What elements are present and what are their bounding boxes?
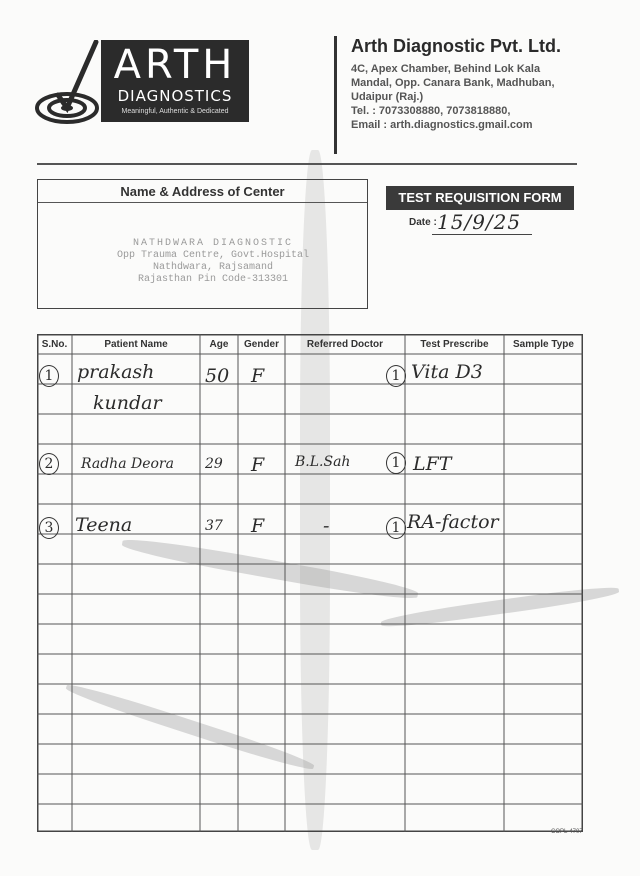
stamp-line: Nathdwara, Rajsamand [152, 262, 274, 273]
company-tel: Tel. : 7073308880, 7073818880, [351, 105, 511, 117]
company-info [351, 36, 621, 132]
center-title: Name & Address of Center [120, 184, 285, 199]
logo-wordmark [101, 40, 249, 122]
table-cell-doctor: B.L.Sah [295, 454, 351, 470]
logo-tagline: Meaningful, Authentic & Dedicated [121, 108, 229, 115]
header-patient-name: Patient Name [104, 339, 168, 350]
date-value: 15/9/25 [437, 210, 522, 234]
table-cell-gender: F [251, 365, 265, 387]
center-address-box [37, 179, 368, 309]
table-cell-patient-name: Teena [75, 514, 133, 536]
stamp-line: Opp Trauma Centre, Govt.Hospital [116, 250, 310, 261]
header-age: Age [209, 339, 229, 350]
header-gender: Gender [243, 339, 279, 350]
table-cell-gender: F [251, 454, 265, 476]
table-cell-test: Vita D3 [411, 361, 483, 383]
table-cell-age: 37 [205, 518, 223, 534]
table-cell-doctor: - [323, 515, 330, 537]
center-stamp [108, 238, 318, 286]
logo-sub: DIAGNOSTICS [117, 87, 233, 105]
table-cell-patient-name: Radha Deora [81, 456, 174, 472]
address-line: Mandal, Opp. Canara Bank, Madhuban, [351, 77, 555, 89]
logo-word: ARTH [113, 42, 237, 88]
form-code: COPL-4707 [551, 829, 583, 835]
table-cell-test-no: 1 [386, 515, 406, 539]
date-underline [432, 234, 532, 235]
stamp-line: NATHDWARA DIAGNOSTIC [132, 238, 294, 249]
table-cell-test-no: 1 [386, 363, 406, 387]
address-line: 4C, Apex Chamber, Behind Lok Kala [351, 63, 541, 75]
table-cell-sno: 1 [39, 363, 59, 387]
address-line: Udaipur (Raj.) [351, 91, 424, 103]
company-name: Arth Diagnostic Pvt. Ltd. [351, 36, 562, 56]
table-cell-patient-name: prakash [77, 361, 155, 383]
arth-logo [34, 40, 254, 130]
header-divider [334, 36, 337, 154]
table-cell-test: LFT [413, 453, 452, 475]
table-cell-age: 29 [205, 456, 223, 472]
table-cell-sno: 3 [39, 515, 59, 539]
header-rule [37, 163, 577, 165]
center-divider [38, 202, 367, 203]
company-address [351, 62, 621, 132]
form-title: TEST REQUISITION FORM [386, 186, 574, 210]
table-cell-sno: 2 [39, 451, 59, 475]
header-sno: S.No. [41, 339, 68, 350]
table-cell-gender: F [251, 515, 265, 537]
header-sample-type: Sample Type [513, 339, 574, 350]
table-cell-age: 50 [205, 365, 230, 387]
company-email: Email : arth.diagnostics.gmail.com [351, 119, 533, 131]
table-cell-test: RA-factor [407, 511, 499, 533]
header-test-prescribe: Test Prescribe [420, 339, 489, 350]
stamp-line: Rajasthan Pin Code-313301 [137, 274, 289, 285]
table-cell-patient-name-2: kundar [93, 392, 162, 414]
table-cell-test-no: 1 [386, 450, 406, 474]
header-referred-doctor: Referred Doctor [306, 339, 384, 350]
target-check-icon [34, 40, 104, 130]
date-label: Date : [409, 217, 437, 228]
patient-table [37, 334, 583, 832]
